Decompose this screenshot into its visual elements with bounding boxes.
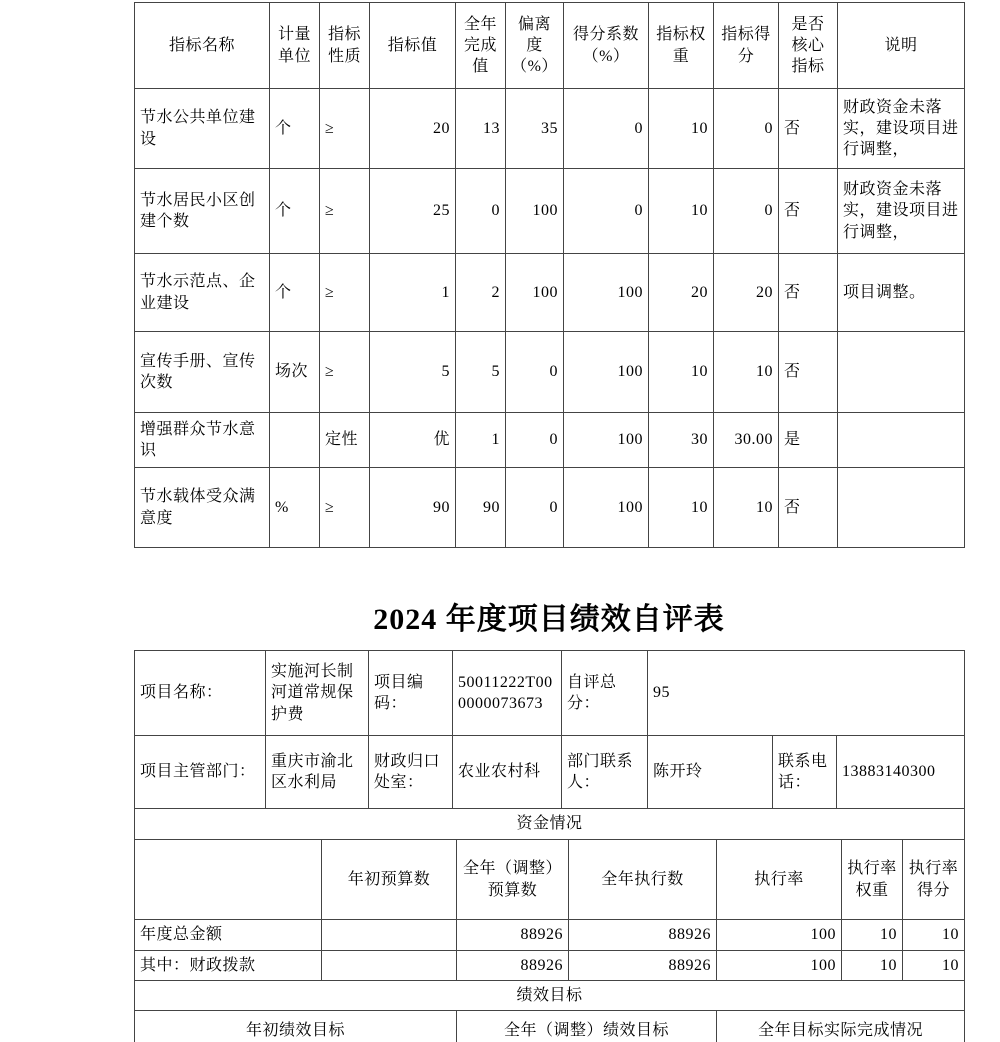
column-header: 全年执行数 [569, 840, 717, 920]
cell: 100 [717, 920, 842, 951]
column-header: 说明 [838, 3, 965, 89]
page-title: 2024 年度项目绩效自评表 [373, 603, 725, 636]
cell: 100 [564, 413, 649, 468]
label-cell: 自评总分： [562, 651, 648, 736]
cell: ≥ [320, 169, 370, 254]
cell: 否 [779, 332, 838, 413]
performance-header-row [135, 1011, 965, 1042]
cell: ≥ [320, 468, 370, 548]
section-title-row [135, 981, 965, 1011]
cell: 10 [714, 332, 779, 413]
label-cell: 项目主管部门： [135, 736, 266, 809]
cell: 0 [714, 169, 779, 254]
cell: 10 [714, 468, 779, 548]
cell [322, 951, 457, 981]
funding-row [135, 920, 965, 951]
column-header: 偏离度（%） [506, 3, 564, 89]
document-content [134, 2, 964, 1042]
cell: 100 [564, 468, 649, 548]
cell: 5 [370, 332, 456, 413]
label-cell: 联系电话： [773, 736, 837, 809]
cell: 30 [649, 413, 714, 468]
cell: 否 [779, 468, 838, 548]
cell: 10 [903, 951, 965, 981]
column-header: 年初预算数 [322, 840, 457, 920]
cell: 节水载体受众满意度 [135, 468, 270, 548]
cell: 0 [506, 332, 564, 413]
column-header: 指标性质 [320, 3, 370, 89]
column-header: 执行率权重 [842, 840, 903, 920]
cell: 财政资金未落实，建设项目进行调整， [838, 89, 965, 169]
column-header: 指标名称 [135, 3, 270, 89]
project-row [135, 651, 965, 736]
cell: 是 [779, 413, 838, 468]
cell: 30.00 [714, 413, 779, 468]
cell: 10 [649, 169, 714, 254]
value-cell: 13883140300 [837, 736, 965, 809]
indicator-row [135, 468, 965, 548]
cell: 88926 [569, 951, 717, 981]
cell: 88926 [457, 920, 569, 951]
cell: 0 [506, 468, 564, 548]
funding-header-row [135, 840, 965, 920]
value-cell: 实施河长制河道常规保护费 [266, 651, 369, 736]
cell: 88926 [569, 920, 717, 951]
cell: 其中：财政拨款 [135, 951, 322, 981]
cell: 20 [649, 254, 714, 332]
cell: 宣传手册、宣传次数 [135, 332, 270, 413]
cell: 否 [779, 169, 838, 254]
cell: ≥ [320, 254, 370, 332]
cell: 节水公共单位建设 [135, 89, 270, 169]
cell: 定性 [320, 413, 370, 468]
cell: 10 [649, 332, 714, 413]
cell: 增强群众节水意识 [135, 413, 270, 468]
cell: 5 [456, 332, 506, 413]
cell: 个 [270, 254, 320, 332]
column-header: 指标得分 [714, 3, 779, 89]
cell: 10 [903, 920, 965, 951]
cell: 否 [779, 254, 838, 332]
value-cell: 农业农村科 [453, 736, 562, 809]
cell: 10 [649, 468, 714, 548]
cell: 0 [564, 169, 649, 254]
value-cell: 95 [648, 651, 965, 736]
cell: 90 [370, 468, 456, 548]
cell: 2 [456, 254, 506, 332]
value-cell: 陈开玲 [648, 736, 773, 809]
cell: 10 [649, 89, 714, 169]
cell: 35 [506, 89, 564, 169]
column-header: 全年目标实际完成情况 [717, 1011, 965, 1042]
label-cell: 项目名称： [135, 651, 266, 736]
cell [838, 413, 965, 468]
cell: 10 [842, 951, 903, 981]
cell: 场次 [270, 332, 320, 413]
value-cell: 50011222T000000073673 [453, 651, 562, 736]
cell: 项目调整。 [838, 254, 965, 332]
label-cell: 财政归口处室： [369, 736, 453, 809]
cell: 否 [779, 89, 838, 169]
column-header: 执行率得分 [903, 840, 965, 920]
cell: 财政资金未落实，建设项目进行调整， [838, 169, 965, 254]
indicator-table [134, 2, 965, 548]
cell: 0 [506, 413, 564, 468]
column-header: 全年（调整）绩效目标 [457, 1011, 717, 1042]
indicator-row [135, 89, 965, 169]
section-title-row [135, 809, 965, 840]
label-cell: 项目编码： [369, 651, 453, 736]
column-header: 指标值 [370, 3, 456, 89]
cell: ≥ [320, 89, 370, 169]
project-row [135, 736, 965, 809]
section-title: 绩效目标 [135, 981, 965, 1011]
cell: 20 [370, 89, 456, 169]
cell: 节水居民小区创建个数 [135, 169, 270, 254]
indicator-header-row [135, 3, 965, 89]
cell: 0 [714, 89, 779, 169]
section-title: 资金情况 [135, 809, 965, 840]
indicator-row [135, 254, 965, 332]
cell: 10 [842, 920, 903, 951]
cell: 90 [456, 468, 506, 548]
project-info-table [134, 650, 965, 809]
column-header: 执行率 [717, 840, 842, 920]
cell: 节水示范点、企业建设 [135, 254, 270, 332]
cell: 100 [506, 254, 564, 332]
indicator-row [135, 169, 965, 254]
cell: 88926 [457, 951, 569, 981]
column-header: 计量单位 [270, 3, 320, 89]
value-cell: 重庆市渝北区水利局 [266, 736, 369, 809]
cell: 1 [456, 413, 506, 468]
cell [270, 413, 320, 468]
cell: 个 [270, 89, 320, 169]
cell: 100 [564, 254, 649, 332]
cell: 0 [564, 89, 649, 169]
funding-row [135, 951, 965, 981]
cell: 优 [370, 413, 456, 468]
cell: 个 [270, 169, 320, 254]
label-cell: 部门联系人： [562, 736, 648, 809]
funding-performance-table [134, 808, 965, 1042]
column-header: 得分系数（%） [564, 3, 649, 89]
indicator-row [135, 332, 965, 413]
cell: ≥ [320, 332, 370, 413]
column-header [135, 840, 322, 920]
indicator-row [135, 413, 965, 468]
cell: 25 [370, 169, 456, 254]
cell: 0 [456, 169, 506, 254]
cell [838, 332, 965, 413]
column-header: 是否核心指标 [779, 3, 838, 89]
cell: 年度总金额 [135, 920, 322, 951]
column-header: 年初绩效目标 [135, 1011, 457, 1042]
cell: % [270, 468, 320, 548]
cell: 100 [506, 169, 564, 254]
cell: 100 [717, 951, 842, 981]
cell: 1 [370, 254, 456, 332]
cell: 20 [714, 254, 779, 332]
cell [838, 468, 965, 548]
column-header: 全年（调整）预算数 [457, 840, 569, 920]
column-header: 指标权重 [649, 3, 714, 89]
cell: 100 [564, 332, 649, 413]
cell [322, 920, 457, 951]
cell: 13 [456, 89, 506, 169]
column-header: 全年完成值 [456, 3, 506, 89]
